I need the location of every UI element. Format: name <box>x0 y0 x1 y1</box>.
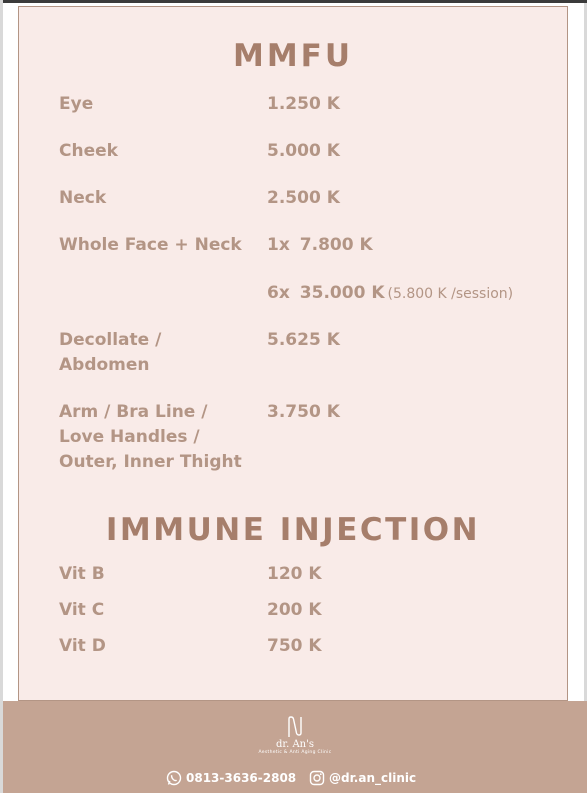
mmfu-heading: MMFU <box>232 38 354 74</box>
price-6x: 35.000 K <box>299 283 385 303</box>
mmfu-label-neck: Neck <box>59 188 107 208</box>
label-line: Love Handles / <box>59 427 200 447</box>
page-left-edge <box>0 0 3 793</box>
clinic-tagline: Aesthetic & Anti Aging Clinic <box>258 750 332 755</box>
instagram-contact[interactable] <box>309 770 416 786</box>
immune-label-vit-d: Vit D <box>59 636 106 656</box>
whatsapp-contact[interactable] <box>166 770 296 786</box>
mmfu-label-eye: Eye <box>59 94 94 114</box>
instagram-handle: @dr.an_clinic <box>329 771 417 785</box>
label-line: Abdomen <box>59 355 150 375</box>
clinic-logo <box>3 715 587 755</box>
mmfu-price-whole-face-single <box>267 233 373 258</box>
immune-injection-heading: IMMUNE INJECTION <box>105 512 481 548</box>
mmfu-label-arm <box>59 400 242 475</box>
page-top-edge <box>3 0 587 3</box>
whatsapp-number: 0813-3636-2808 <box>186 771 297 785</box>
qty-6x: 6x <box>267 283 290 303</box>
mmfu-price-whole-face-package <box>267 281 513 307</box>
immune-price-vit-d: 750 K <box>267 636 322 656</box>
mmfu-price-neck: 2.500 K <box>267 188 340 208</box>
immune-label-vit-b: Vit B <box>59 564 105 584</box>
mmfu-price-decollate: 5.625 K <box>267 330 340 350</box>
mmfu-price-arm: 3.750 K <box>267 402 340 422</box>
mmfu-price-cheek: 5.000 K <box>267 141 340 161</box>
mmfu-label-whole-face: Whole Face + Neck <box>59 235 242 255</box>
per-session-note: (5.800 K /session) <box>387 286 514 302</box>
label-line: Outer, Inner Thight <box>59 452 242 472</box>
price-1x: 7.800 K <box>299 235 373 255</box>
label-line: Arm / Bra Line / <box>59 402 208 422</box>
whatsapp-icon <box>166 770 182 786</box>
qty-1x: 1x <box>267 235 290 255</box>
price-list-card <box>18 6 568 701</box>
label-line: Decollate / <box>59 330 162 350</box>
immune-price-vit-b: 120 K <box>267 564 322 584</box>
mmfu-label-cheek: Cheek <box>59 141 118 161</box>
immune-label-vit-c: Vit C <box>59 600 105 620</box>
instagram-icon <box>309 770 325 786</box>
immune-price-vit-c: 200 K <box>267 600 322 620</box>
mmfu-price-eye: 1.250 K <box>267 94 340 114</box>
clinic-name: dr. An's <box>276 739 314 750</box>
footer-bar <box>3 701 587 793</box>
mmfu-label-decollate <box>59 328 161 378</box>
logo-mark-icon <box>286 715 304 739</box>
